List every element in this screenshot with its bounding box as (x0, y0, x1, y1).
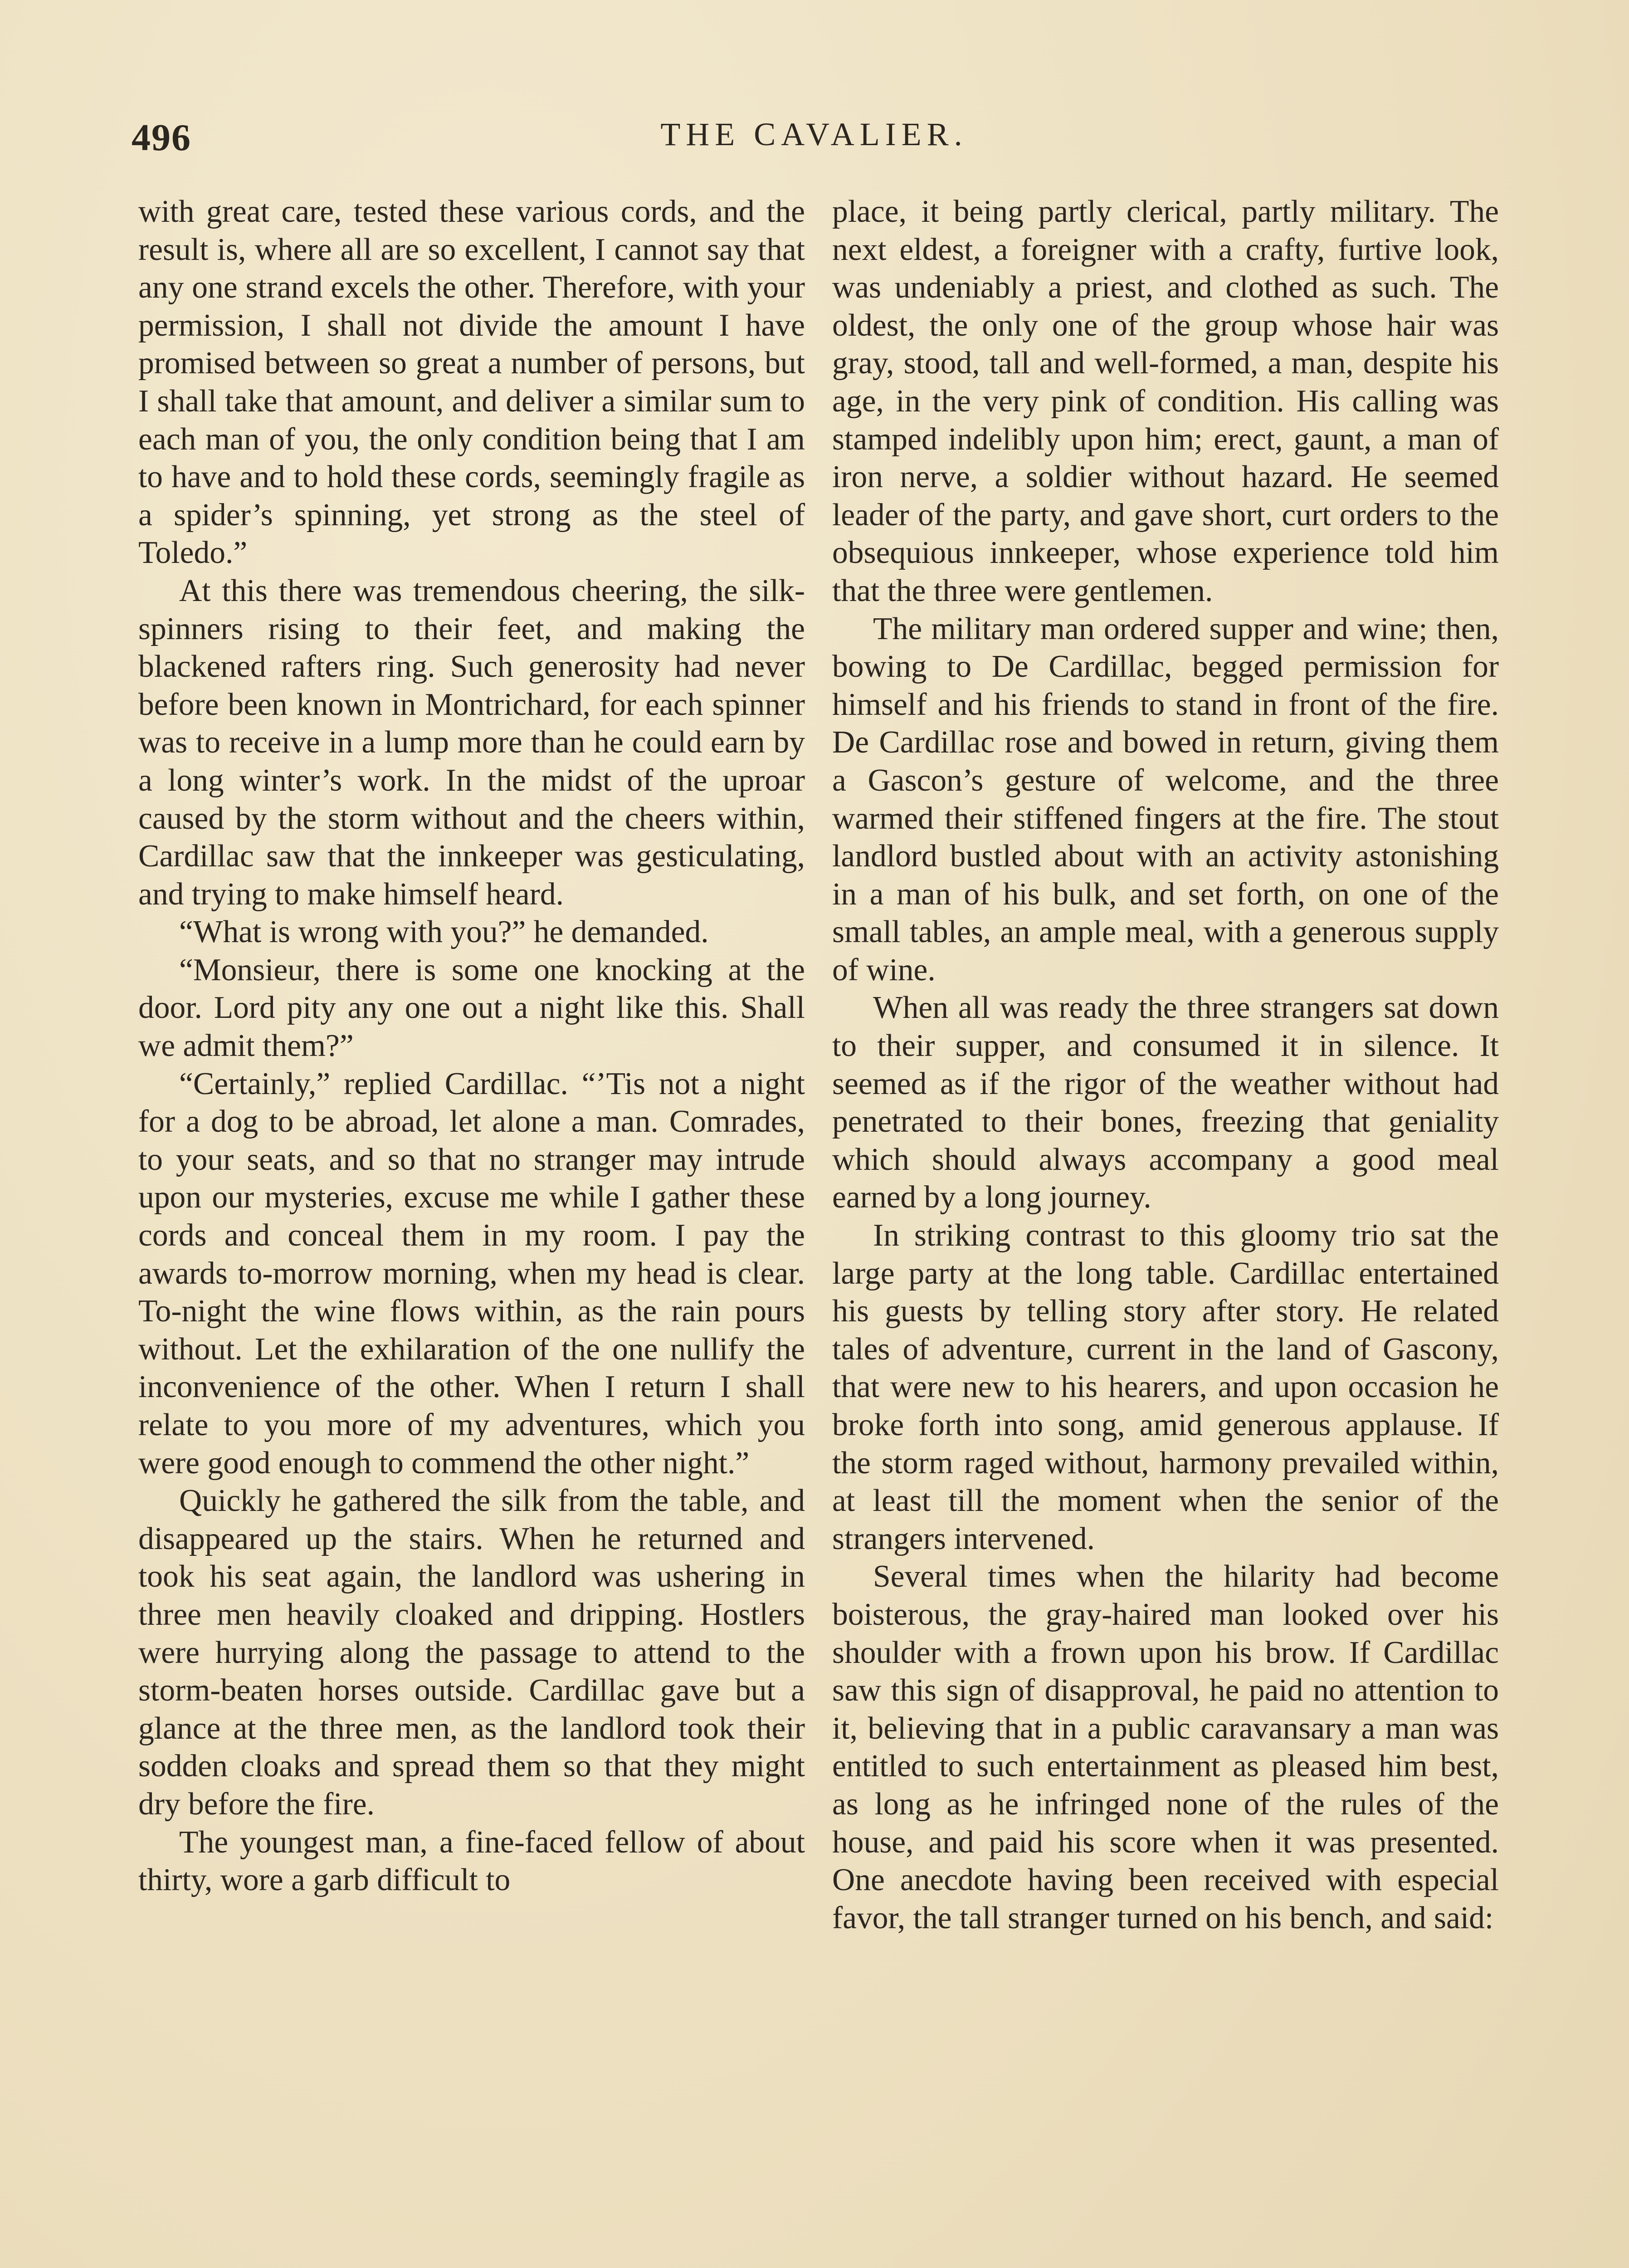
left-column (138, 193, 805, 2268)
paragraph: place, it being partly clerical, partly military. The next eldest, a foreigner with a crafty, furtive look, was undeniably a priest, and clothed as such. The oldest, the only one of the group whose hair was gray, stood, tall and well-formed, a man, despite his age, in the very pink of condition. His calling was stamped indelibly upon him; erect, gaunt, a man of iron nerve, a soldier without hazard. He seemed leader of the party, and gave short, curt orders to the obsequious innkeeper, whose experience told him that the three were gentlemen. (832, 194, 1499, 608)
paragraph: “Monsieur, there is some one knocking at the door. Lord pity any one out a night like this. Shall we admit them?” (138, 952, 805, 1064)
paragraph: At this there was tremendous cheering, the silk-spinners rising to their feet, and making the blackened rafters ring. Such generosity had never before been known in Montrichard, for each spinner was to receive in a lump more than he could earn by a long winter’s work. In the midst of the uproar caused by the storm without and the cheers within, Cardillac saw that the innkeeper was gesticulating, and trying to make himself heard. (138, 573, 805, 912)
paragraph: “What is wrong with you?” he demanded. (179, 914, 709, 950)
paragraph: The military man ordered supper and wine; then, bowing to De Cardillac, begged permission for himself and his friends to stand in front of the fire. De Cardillac rose and bowed in return, giving them a Gascon’s gesture of welcome, and the three warmed their stiffened fingers at the fire. The stout landlord bustled about with an activity astonishing in a man of his bulk, and set forth, on one of the small tables, an ample meal, with a generous supply of wine. (832, 611, 1499, 987)
running-title: THE CAVALIER. (660, 116, 968, 152)
paragraph: The youngest man, a fine-faced fellow of about thirty, wore a garb difficult to (138, 1824, 805, 1898)
paragraph: “Certainly,” replied Cardillac. “’Tis not a night for a dog to be abroad, let alone a man. Comrades, to your seats, and so that no stranger may intrude upon our mysteries, excuse me while I gather these cords and conceal them in my room. I pay the awards to-morrow morning, when my head is clear. To-night the wine flows within, as the rain pours without. Let the exhilaration of the one nullify the inconvenience of the other. When I return I shall relate to you more of my adventures, which you were good enough to commend the other night.” (138, 1066, 805, 1481)
paragraph: with great care, tested these various cords, and the result is, where all are so excellent, I cannot say that any one strand excels the other. Therefore, with your permission, I shall not divide the amount I have promised between so great a number of persons, but I shall take that amount, and deliver a similar sum to each man of you, the only condition being that I am to have and to hold these cords, seemingly fragile as a spider’s spinning, yet strong as the steel of Toledo.” (138, 194, 805, 571)
paragraph: In striking contrast to this gloomy trio sat the large party at the long table. Cardillac entertained his guests by telling story after story. He related tales of adventure, current in the land of Gascony, that were new to his hearers, and upon occasion he broke forth into song, amid generous applause. If the storm raged without, harmony prevailed within, at least till the moment when the senior of the strangers intervened. (832, 1218, 1499, 1556)
paragraph: Quickly he gathered the silk from the table, and disappeared up the stairs. When he returned and took his seat again, the landlord was ushering in three men heavily cloaked and dripping. Hostlers were hurrying along the passage to attend to the storm-beaten horses outside. Cardillac gave but a glance at the three men, as the landlord took their sodden cloaks and spread them so that they might dry before the fire. (138, 1483, 805, 1822)
paragraph: Several times when the hilarity had become boisterous, the gray-haired man looked over his shoulder with a frown upon his brow. If Cardillac saw this sign of disapproval, he paid no attention to it, believing that in a public caravansary a man was entitled to such entertainment as pleased him best, as long as he infringed none of the rules of the house, and paid his score when it was presented. One anecdote having been received with especial favor, the tall stranger turned on his bench, and said: (832, 1559, 1499, 1936)
page-number: 496 (132, 117, 191, 159)
page-header (132, 116, 1497, 170)
paragraph: When all was ready the three strangers sat down to their supper, and consumed it in silence. It seemed as if the rigor of the weather without had penetrated to their bones, freezing that geniality which should always accompany a good meal earned by a long journey. (832, 990, 1499, 1215)
right-column (832, 193, 1499, 2268)
